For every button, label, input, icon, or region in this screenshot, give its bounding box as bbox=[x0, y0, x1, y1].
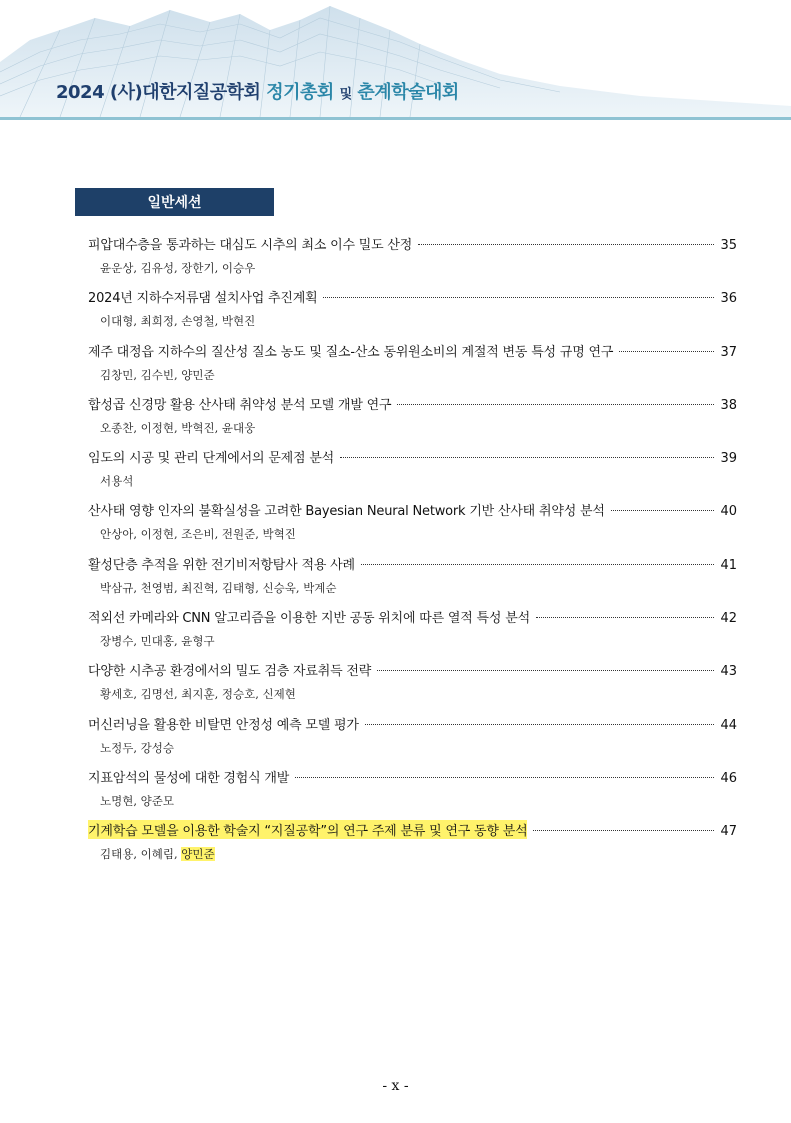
entry-authors: 서용석 bbox=[100, 474, 134, 489]
entry-title: 임도의 시공 및 관리 단계에서의 문제점 분석 bbox=[88, 451, 335, 467]
header-year: 2024 bbox=[56, 82, 105, 103]
toc-entry[interactable] bbox=[88, 660, 737, 713]
entry-title: 피압대수층을 통과하는 대심도 시추의 최소 이수 밀도 산정 bbox=[88, 238, 413, 253]
entry-page: 44 bbox=[720, 717, 737, 733]
toc-entry[interactable] bbox=[88, 500, 737, 553]
toc-entry[interactable] bbox=[88, 767, 737, 820]
leader-dots bbox=[619, 351, 714, 352]
entry-title: 산사태 영향 인자의 불확실성을 고려한 Bayesian Neural Network 기반 산사태 취약성 분석 bbox=[88, 504, 605, 520]
section-label: 일반세션 bbox=[75, 188, 274, 216]
entry-title: 지표암석의 물성에 대한 경험식 개발 bbox=[88, 770, 290, 786]
header-event-part1: 정기총회 bbox=[266, 82, 334, 103]
leader-dots bbox=[533, 830, 714, 831]
entry-page: 35 bbox=[720, 238, 737, 253]
leader-dots bbox=[611, 510, 715, 511]
entry-title: 다양한 시추공 환경에서의 밀도 검층 자료취득 전략 bbox=[88, 664, 372, 680]
entry-page: 39 bbox=[720, 451, 737, 467]
entry-title: 적외선 카메라와 CNN 알고리즘을 이용한 지반 공동 위치에 따른 열적 특성 분석 bbox=[88, 611, 530, 627]
entry-page: 42 bbox=[720, 611, 737, 627]
entry-authors: 안상아, 이정현, 조은비, 전원준, 박혁진 bbox=[100, 527, 296, 542]
entry-page: 41 bbox=[720, 557, 737, 573]
entry-title: 머신러닝을 활용한 비탈면 안정성 예측 모델 평가 bbox=[88, 717, 359, 733]
entry-page: 38 bbox=[720, 397, 737, 413]
header-title bbox=[56, 78, 459, 104]
entry-authors: 박삼규, 천영범, 최진혁, 김태형, 신승욱, 박계순 bbox=[100, 580, 337, 595]
leader-dots bbox=[536, 617, 715, 618]
entry-title: 2024년 지하수저류댐 설치사업 추진계획 bbox=[88, 291, 318, 307]
entry-authors: 오종찬, 이정현, 박혁진, 윤대웅 bbox=[100, 420, 256, 435]
entry-page: 43 bbox=[720, 664, 737, 680]
toc-entry[interactable] bbox=[88, 714, 737, 767]
entry-page: 47 bbox=[720, 824, 737, 840]
leader-dots bbox=[377, 670, 714, 671]
table-of-contents bbox=[88, 234, 737, 874]
page-number: - x - bbox=[382, 1078, 409, 1094]
leader-dots bbox=[418, 244, 714, 245]
entry-authors: 이대형, 최희정, 손영철, 박현진 bbox=[100, 314, 256, 329]
header-divider bbox=[0, 117, 791, 120]
entry-title: 기계학습 모델을 이용한 학술지 “지질공학”의 연구 주제 분류 및 연구 동향 분석 bbox=[88, 820, 527, 839]
toc-entry[interactable] bbox=[88, 447, 737, 500]
leader-dots bbox=[365, 724, 715, 725]
header-event-part2: 춘계학술대회 bbox=[357, 82, 459, 103]
entry-authors: 김창민, 김수빈, 양민준 bbox=[100, 367, 215, 382]
header-conjunction: 및 bbox=[339, 87, 352, 102]
toc-entry[interactable] bbox=[88, 394, 737, 447]
entry-title: 활성단층 추적을 위한 전기비저항탐사 적용 사례 bbox=[88, 557, 355, 573]
leader-dots bbox=[361, 564, 715, 565]
toc-entry[interactable] bbox=[88, 341, 737, 394]
leader-dots bbox=[397, 404, 714, 405]
entry-authors-highlighted: 양민준 bbox=[181, 847, 215, 862]
entry-title: 제주 대정읍 지하수의 질산성 질소 농도 및 질소-산소 동위원소비의 계절적 변동 특성 규명 연구 bbox=[88, 344, 614, 360]
toc-entry[interactable] bbox=[88, 607, 737, 660]
toc-entry[interactable] bbox=[88, 234, 737, 287]
toc-entry-highlighted[interactable] bbox=[88, 820, 737, 873]
entry-authors: 황세호, 김명선, 최지훈, 정승호, 신제현 bbox=[100, 687, 296, 702]
entry-authors: 노정두, 강성승 bbox=[100, 740, 174, 755]
page-header bbox=[0, 0, 791, 124]
entry-page: 40 bbox=[720, 504, 737, 520]
entry-authors: 노명현, 양준모 bbox=[100, 793, 174, 808]
header-org: (사)대한지질공학회 bbox=[109, 82, 261, 103]
entry-authors: 장병수, 민대홍, 윤형구 bbox=[100, 634, 215, 649]
entry-page: 36 bbox=[720, 291, 737, 307]
entry-page: 46 bbox=[720, 770, 737, 786]
leader-dots bbox=[323, 297, 714, 298]
entry-authors-plain: 김태용, 이혜림, bbox=[100, 847, 182, 862]
toc-entry[interactable] bbox=[88, 287, 737, 340]
mountain-mesh-graphic bbox=[0, 0, 791, 124]
leader-dots bbox=[295, 777, 714, 778]
entry-title: 합성곱 신경망 활용 산사태 취약성 분석 모델 개발 연구 bbox=[88, 397, 392, 413]
toc-entry[interactable] bbox=[88, 554, 737, 607]
leader-dots bbox=[340, 457, 714, 458]
entry-authors: 윤운상, 김유성, 장한기, 이승우 bbox=[100, 261, 256, 275]
entry-authors bbox=[88, 846, 737, 862]
entry-page: 37 bbox=[720, 344, 737, 360]
